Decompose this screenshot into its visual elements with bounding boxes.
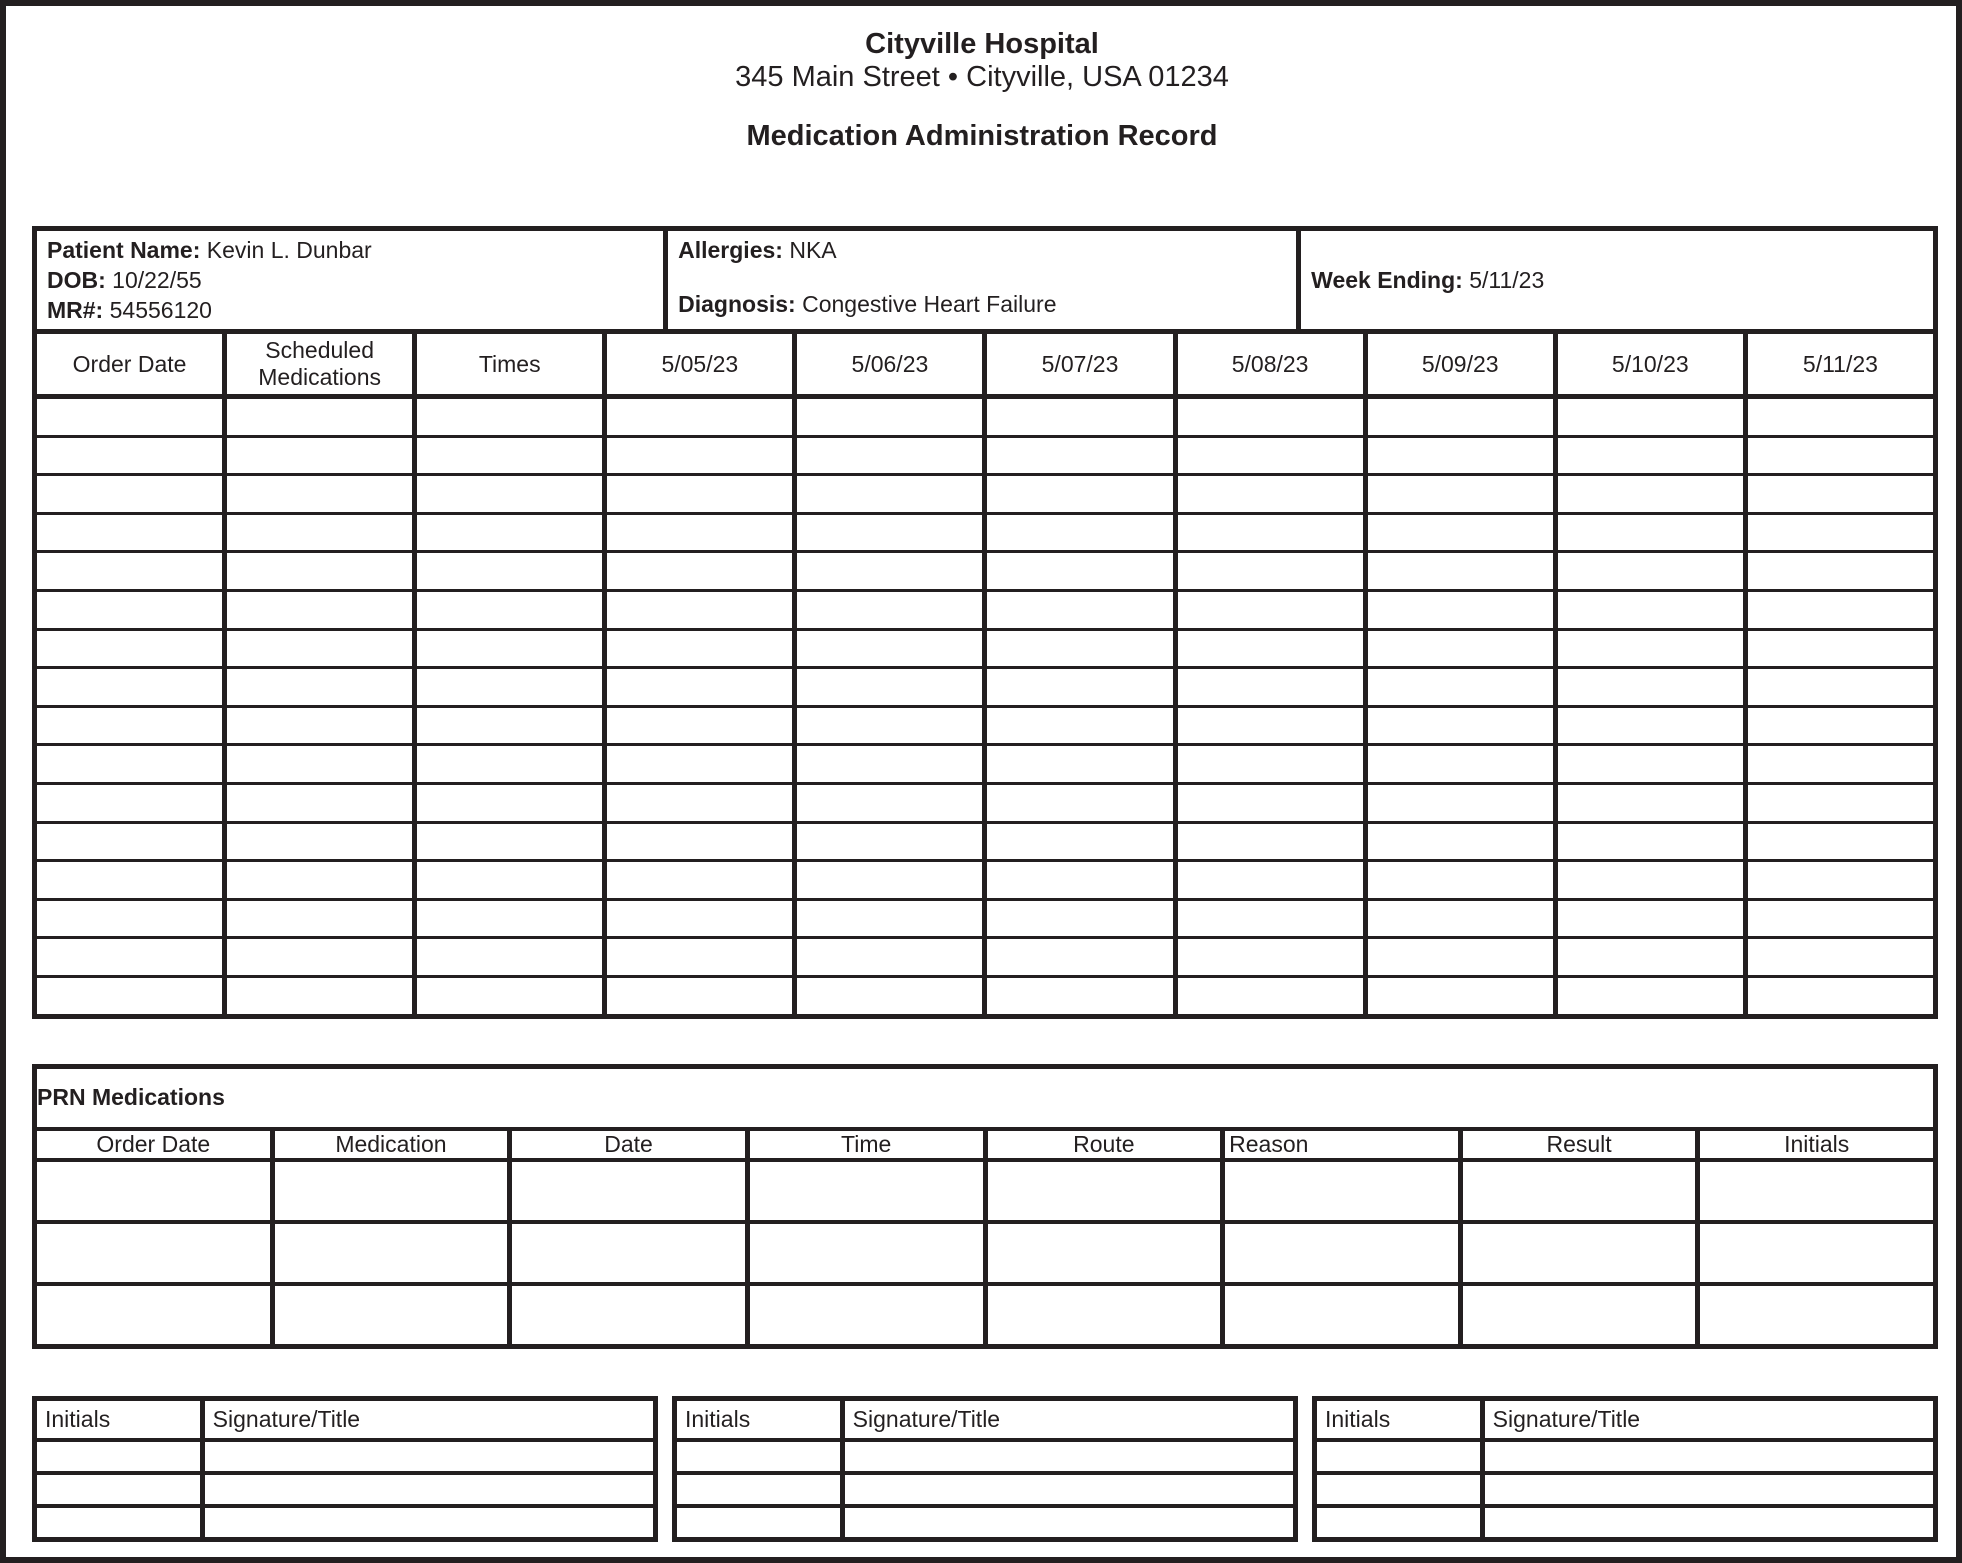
- prn-empty-cell: [35, 1284, 273, 1347]
- week-ending-label: Week Ending:: [1311, 267, 1463, 293]
- schedule-empty-cell: [225, 861, 415, 900]
- signature-table-3: [1312, 1396, 1938, 1542]
- schedule-empty-cell: [225, 938, 415, 977]
- prn-column-header-reason: Reason: [1223, 1129, 1461, 1160]
- diagnosis-label: Diagnosis:: [678, 291, 796, 317]
- schedule-empty-cell: [225, 899, 415, 938]
- schedule-empty-row: [35, 436, 1936, 475]
- schedule-empty-cell: [1555, 552, 1745, 591]
- prn-empty-cell: [35, 1160, 273, 1222]
- schedule-empty-cell: [985, 899, 1175, 938]
- schedule-empty-cell: [1555, 976, 1745, 1016]
- schedule-empty-cell: [35, 629, 225, 668]
- schedule-empty-cell: [1175, 938, 1365, 977]
- signature-empty-cell: [202, 1506, 655, 1540]
- schedule-empty-cell: [1555, 397, 1745, 437]
- prn-column-header-date: Date: [510, 1129, 748, 1160]
- schedule-empty-cell: [985, 861, 1175, 900]
- schedule-empty-cell: [225, 552, 415, 591]
- schedule-empty-cell: [605, 629, 795, 668]
- schedule-empty-cell: [1365, 745, 1555, 784]
- schedule-empty-cell: [1745, 706, 1935, 745]
- schedule-empty-cell: [795, 590, 985, 629]
- schedule-empty-cell: [1175, 590, 1365, 629]
- schedule-empty-cell: [1365, 629, 1555, 668]
- prn-empty-cell: [747, 1160, 985, 1222]
- schedule-empty-cell: [985, 629, 1175, 668]
- schedule-empty-cell: [1745, 668, 1935, 707]
- schedule-empty-cell: [605, 861, 795, 900]
- schedule-empty-row: [35, 475, 1936, 514]
- prn-column-header-initials: Initials: [1698, 1129, 1936, 1160]
- signature-empty-cell: [675, 1473, 843, 1506]
- schedule-empty-cell: [605, 436, 795, 475]
- schedule-empty-cell: [1745, 513, 1935, 552]
- signature-table-1: [32, 1396, 658, 1542]
- prn-empty-cell: [272, 1160, 510, 1222]
- schedule-empty-cell: [35, 475, 225, 514]
- patient-info-table: [32, 226, 1938, 334]
- prn-empty-row: [35, 1160, 1936, 1222]
- schedule-empty-cell: [1745, 745, 1935, 784]
- prn-column-header-order-date: Order Date: [35, 1129, 273, 1160]
- schedule-empty-cell: [1365, 590, 1555, 629]
- schedule-empty-cell: [225, 629, 415, 668]
- schedule-empty-cell: [795, 938, 985, 977]
- signature-column-header-signature-title: Signature/Title: [842, 1398, 1295, 1440]
- schedule-empty-row: [35, 861, 1936, 900]
- schedule-empty-cell: [1365, 706, 1555, 745]
- schedule-column-header-times: Times: [415, 332, 605, 397]
- prn-empty-cell: [510, 1284, 748, 1347]
- signature-empty-cell: [202, 1473, 655, 1506]
- signature-column-header-initials: Initials: [1315, 1398, 1483, 1440]
- schedule-empty-cell: [1175, 783, 1365, 822]
- prn-column-header-medication: Medication: [272, 1129, 510, 1160]
- schedule-empty-cell: [415, 745, 605, 784]
- signature-empty-cell: [842, 1473, 1295, 1506]
- schedule-empty-cell: [415, 475, 605, 514]
- schedule-empty-cell: [35, 899, 225, 938]
- schedule-empty-cell: [1745, 822, 1935, 861]
- schedule-empty-cell: [415, 397, 605, 437]
- schedule-empty-cell: [1365, 668, 1555, 707]
- signature-section: [32, 1396, 1938, 1542]
- schedule-empty-cell: [605, 397, 795, 437]
- schedule-empty-cell: [1555, 436, 1745, 475]
- diagnosis-value: Congestive Heart Failure: [802, 291, 1057, 317]
- schedule-empty-cell: [985, 397, 1175, 437]
- prn-empty-cell: [1223, 1284, 1461, 1347]
- prn-empty-cell: [985, 1222, 1223, 1284]
- schedule-empty-cell: [1555, 861, 1745, 900]
- prn-empty-cell: [1698, 1284, 1936, 1347]
- schedule-empty-cell: [225, 397, 415, 437]
- schedule-empty-cell: [1745, 861, 1935, 900]
- patient-dob-label: DOB:: [47, 267, 106, 293]
- diagnosis-line: [678, 289, 1286, 319]
- schedule-empty-cell: [1555, 745, 1745, 784]
- schedule-empty-row: [35, 629, 1936, 668]
- schedule-empty-cell: [35, 668, 225, 707]
- schedule-empty-cell: [1745, 938, 1935, 977]
- signature-header-row: [1315, 1398, 1936, 1440]
- schedule-header-row: [35, 332, 1936, 397]
- schedule-empty-cell: [1365, 783, 1555, 822]
- schedule-empty-cell: [985, 976, 1175, 1016]
- prn-empty-cell: [510, 1222, 748, 1284]
- schedule-empty-cell: [985, 436, 1175, 475]
- schedule-empty-cell: [1175, 513, 1365, 552]
- signature-empty-row: [675, 1506, 1296, 1540]
- schedule-empty-cell: [985, 745, 1175, 784]
- schedule-empty-cell: [1745, 397, 1935, 437]
- schedule-empty-cell: [1175, 899, 1365, 938]
- prn-empty-cell: [1460, 1284, 1698, 1347]
- signature-empty-cell: [35, 1440, 203, 1473]
- schedule-empty-cell: [225, 976, 415, 1016]
- hospital-address: 345 Main Street • Cityville, USA 01234: [735, 61, 1229, 93]
- schedule-empty-cell: [35, 822, 225, 861]
- schedule-empty-cell: [1555, 706, 1745, 745]
- signature-empty-cell: [202, 1440, 655, 1473]
- schedule-empty-row: [35, 513, 1936, 552]
- schedule-column-header-5-09-23: 5/09/23: [1365, 332, 1555, 397]
- signature-empty-row: [1315, 1506, 1936, 1540]
- schedule-empty-cell: [985, 475, 1175, 514]
- prn-empty-cell: [985, 1284, 1223, 1347]
- schedule-empty-cell: [1555, 475, 1745, 514]
- signature-empty-row: [35, 1473, 656, 1506]
- patient-name-label: Patient Name:: [47, 237, 201, 263]
- schedule-empty-cell: [35, 938, 225, 977]
- schedule-empty-cell: [1555, 668, 1745, 707]
- schedule-empty-cell: [35, 783, 225, 822]
- patient-dob-value: 10/22/55: [112, 267, 202, 293]
- schedule-empty-cell: [1365, 938, 1555, 977]
- schedule-empty-cell: [35, 976, 225, 1016]
- schedule-empty-cell: [415, 436, 605, 475]
- schedule-empty-cell: [605, 668, 795, 707]
- schedule-empty-cell: [225, 590, 415, 629]
- schedule-empty-cell: [795, 475, 985, 514]
- schedule-empty-cell: [1175, 822, 1365, 861]
- allergies-diagnosis-cell: [666, 229, 1299, 332]
- allergies-value: NKA: [789, 237, 837, 263]
- schedule-empty-cell: [1175, 861, 1365, 900]
- patient-identity-cell: [35, 229, 666, 332]
- prn-empty-cell: [1698, 1222, 1936, 1284]
- schedule-empty-row: [35, 668, 1936, 707]
- schedule-column-header-5-05-23: 5/05/23: [605, 332, 795, 397]
- signature-empty-cell: [675, 1506, 843, 1540]
- schedule-column-header-5-06-23: 5/06/23: [795, 332, 985, 397]
- schedule-empty-cell: [605, 783, 795, 822]
- schedule-empty-cell: [35, 745, 225, 784]
- allergies-line: [678, 235, 1286, 265]
- schedule-empty-cell: [1365, 976, 1555, 1016]
- schedule-empty-cell: [795, 706, 985, 745]
- signature-table-2: [672, 1396, 1298, 1542]
- schedule-column-header-5-11-23: 5/11/23: [1745, 332, 1935, 397]
- schedule-empty-row: [35, 745, 1936, 784]
- schedule-empty-cell: [415, 590, 605, 629]
- prn-empty-row: [35, 1222, 1936, 1284]
- schedule-empty-cell: [605, 590, 795, 629]
- schedule-empty-cell: [1175, 552, 1365, 591]
- schedule-empty-cell: [605, 706, 795, 745]
- signature-empty-row: [1315, 1440, 1936, 1473]
- prn-medications-table: [32, 1064, 1938, 1349]
- patient-mr-value: 54556120: [109, 297, 212, 323]
- signature-empty-cell: [1315, 1440, 1483, 1473]
- schedule-empty-row: [35, 976, 1936, 1016]
- schedule-empty-cell: [415, 668, 605, 707]
- schedule-empty-cell: [1555, 899, 1745, 938]
- schedule-empty-cell: [1365, 397, 1555, 437]
- prn-empty-cell: [1698, 1160, 1936, 1222]
- schedule-empty-cell: [1175, 976, 1365, 1016]
- schedule-empty-cell: [1365, 513, 1555, 552]
- schedule-empty-cell: [225, 475, 415, 514]
- schedule-empty-cell: [605, 976, 795, 1016]
- form-title: Medication Administration Record: [746, 120, 1218, 152]
- prn-empty-row: [35, 1284, 1936, 1347]
- schedule-empty-cell: [1555, 513, 1745, 552]
- prn-empty-cell: [272, 1284, 510, 1347]
- schedule-empty-cell: [1555, 822, 1745, 861]
- schedule-empty-cell: [415, 899, 605, 938]
- schedule-empty-cell: [1175, 397, 1365, 437]
- signature-empty-row: [35, 1506, 656, 1540]
- schedule-empty-row: [35, 397, 1936, 437]
- scheduled-medications-table: [32, 329, 1938, 1019]
- schedule-column-header-order-date: Order Date: [35, 332, 225, 397]
- schedule-empty-cell: [795, 861, 985, 900]
- prn-header-row: [35, 1129, 1936, 1160]
- schedule-column-header-5-10-23: 5/10/23: [1555, 332, 1745, 397]
- signature-header-row: [35, 1398, 656, 1440]
- prn-title-row: [35, 1066, 1936, 1129]
- schedule-empty-cell: [1365, 861, 1555, 900]
- signature-empty-row: [675, 1440, 1296, 1473]
- prn-section-title: PRN Medications: [35, 1066, 1936, 1129]
- schedule-empty-cell: [1555, 590, 1745, 629]
- prn-empty-cell: [985, 1160, 1223, 1222]
- schedule-empty-cell: [1365, 436, 1555, 475]
- schedule-column-header-scheduled-medications: Scheduled Medications: [225, 332, 415, 397]
- signature-column-header-signature-title: Signature/Title: [1482, 1398, 1935, 1440]
- schedule-empty-cell: [415, 861, 605, 900]
- schedule-empty-cell: [1745, 436, 1935, 475]
- schedule-empty-cell: [35, 436, 225, 475]
- signature-empty-row: [35, 1440, 656, 1473]
- prn-column-header-time: Time: [747, 1129, 985, 1160]
- signature-column-header-initials: Initials: [35, 1398, 203, 1440]
- schedule-empty-cell: [605, 822, 795, 861]
- allergies-label: Allergies:: [678, 237, 783, 263]
- schedule-empty-cell: [985, 706, 1175, 745]
- schedule-empty-cell: [1745, 590, 1935, 629]
- signature-empty-row: [675, 1473, 1296, 1506]
- schedule-empty-cell: [415, 629, 605, 668]
- signature-header-row: [675, 1398, 1296, 1440]
- prn-empty-cell: [1460, 1222, 1698, 1284]
- schedule-empty-cell: [1175, 475, 1365, 514]
- prn-empty-cell: [272, 1222, 510, 1284]
- week-ending-cell: [1299, 229, 1936, 332]
- patient-name-value: Kevin L. Dunbar: [206, 237, 372, 263]
- schedule-empty-cell: [985, 938, 1175, 977]
- schedule-empty-cell: [1365, 552, 1555, 591]
- schedule-empty-row: [35, 590, 1936, 629]
- schedule-empty-cell: [795, 436, 985, 475]
- schedule-empty-cell: [415, 822, 605, 861]
- schedule-empty-cell: [35, 397, 225, 437]
- schedule-empty-cell: [35, 706, 225, 745]
- hospital-name: Cityville Hospital: [865, 28, 1099, 60]
- schedule-empty-cell: [795, 397, 985, 437]
- schedule-empty-cell: [415, 938, 605, 977]
- schedule-empty-cell: [1745, 629, 1935, 668]
- schedule-empty-cell: [985, 590, 1175, 629]
- prn-empty-cell: [35, 1222, 273, 1284]
- patient-dob-line: [47, 265, 653, 295]
- schedule-empty-cell: [795, 629, 985, 668]
- schedule-empty-cell: [1175, 706, 1365, 745]
- schedule-empty-cell: [35, 861, 225, 900]
- prn-column-header-result: Result: [1460, 1129, 1698, 1160]
- signature-empty-cell: [675, 1440, 843, 1473]
- prn-empty-cell: [747, 1222, 985, 1284]
- schedule-empty-cell: [985, 783, 1175, 822]
- signature-empty-row: [1315, 1473, 1936, 1506]
- prn-empty-cell: [1223, 1222, 1461, 1284]
- schedule-empty-cell: [1175, 745, 1365, 784]
- schedule-empty-cell: [605, 475, 795, 514]
- schedule-empty-cell: [225, 706, 415, 745]
- schedule-empty-cell: [1365, 822, 1555, 861]
- schedule-empty-cell: [795, 745, 985, 784]
- schedule-empty-cell: [795, 783, 985, 822]
- patient-mr-line: [47, 295, 653, 325]
- patient-name-line: [47, 235, 653, 265]
- schedule-empty-cell: [795, 976, 985, 1016]
- signature-empty-cell: [1315, 1506, 1483, 1540]
- signature-empty-cell: [35, 1473, 203, 1506]
- schedule-empty-cell: [1745, 552, 1935, 591]
- schedule-empty-cell: [415, 513, 605, 552]
- schedule-empty-cell: [795, 668, 985, 707]
- schedule-empty-cell: [225, 745, 415, 784]
- schedule-column-header-5-08-23: 5/08/23: [1175, 332, 1365, 397]
- schedule-empty-cell: [605, 513, 795, 552]
- schedule-empty-row: [35, 822, 1936, 861]
- schedule-empty-cell: [35, 590, 225, 629]
- schedule-empty-cell: [795, 899, 985, 938]
- schedule-empty-cell: [795, 822, 985, 861]
- schedule-empty-cell: [1175, 629, 1365, 668]
- schedule-empty-cell: [225, 822, 415, 861]
- patient-mr-label: MR#:: [47, 297, 104, 323]
- schedule-empty-cell: [605, 938, 795, 977]
- schedule-empty-cell: [605, 745, 795, 784]
- schedule-empty-cell: [605, 899, 795, 938]
- signature-empty-cell: [1482, 1440, 1935, 1473]
- schedule-empty-cell: [985, 552, 1175, 591]
- schedule-empty-cell: [1175, 668, 1365, 707]
- signature-column-header-signature-title: Signature/Title: [202, 1398, 655, 1440]
- schedule-empty-cell: [1745, 976, 1935, 1016]
- prn-empty-cell: [1223, 1160, 1461, 1222]
- schedule-empty-cell: [985, 822, 1175, 861]
- schedule-empty-cell: [795, 552, 985, 591]
- schedule-empty-row: [35, 706, 1936, 745]
- signature-empty-cell: [842, 1506, 1295, 1540]
- signature-empty-cell: [35, 1506, 203, 1540]
- schedule-empty-cell: [1745, 475, 1935, 514]
- prn-empty-cell: [1460, 1160, 1698, 1222]
- schedule-empty-cell: [985, 668, 1175, 707]
- signature-column-header-initials: Initials: [675, 1398, 843, 1440]
- schedule-empty-row: [35, 899, 1936, 938]
- schedule-empty-cell: [1745, 783, 1935, 822]
- schedule-empty-cell: [1745, 899, 1935, 938]
- schedule-empty-cell: [415, 783, 605, 822]
- week-ending-value: 5/11/23: [1469, 267, 1545, 293]
- signature-empty-cell: [1482, 1506, 1935, 1540]
- schedule-empty-cell: [415, 976, 605, 1016]
- schedule-empty-cell: [1365, 475, 1555, 514]
- schedule-empty-cell: [795, 513, 985, 552]
- schedule-empty-cell: [1365, 899, 1555, 938]
- schedule-empty-cell: [225, 513, 415, 552]
- schedule-empty-cell: [1175, 436, 1365, 475]
- schedule-empty-cell: [605, 552, 795, 591]
- prn-column-header-route: Route: [985, 1129, 1223, 1160]
- schedule-empty-cell: [225, 668, 415, 707]
- schedule-empty-cell: [1555, 629, 1745, 668]
- schedule-empty-cell: [225, 436, 415, 475]
- prn-empty-cell: [510, 1160, 748, 1222]
- schedule-empty-row: [35, 938, 1936, 977]
- schedule-column-header-5-07-23: 5/07/23: [985, 332, 1175, 397]
- signature-empty-cell: [842, 1440, 1295, 1473]
- schedule-empty-cell: [225, 783, 415, 822]
- signature-empty-cell: [1315, 1473, 1483, 1506]
- schedule-empty-cell: [415, 552, 605, 591]
- prn-empty-cell: [747, 1284, 985, 1347]
- schedule-empty-cell: [415, 706, 605, 745]
- schedule-empty-cell: [35, 513, 225, 552]
- schedule-empty-cell: [985, 513, 1175, 552]
- schedule-empty-row: [35, 783, 1936, 822]
- schedule-empty-cell: [35, 552, 225, 591]
- schedule-empty-cell: [1555, 783, 1745, 822]
- signature-empty-cell: [1482, 1473, 1935, 1506]
- schedule-empty-row: [35, 552, 1936, 591]
- schedule-empty-cell: [1555, 938, 1745, 977]
